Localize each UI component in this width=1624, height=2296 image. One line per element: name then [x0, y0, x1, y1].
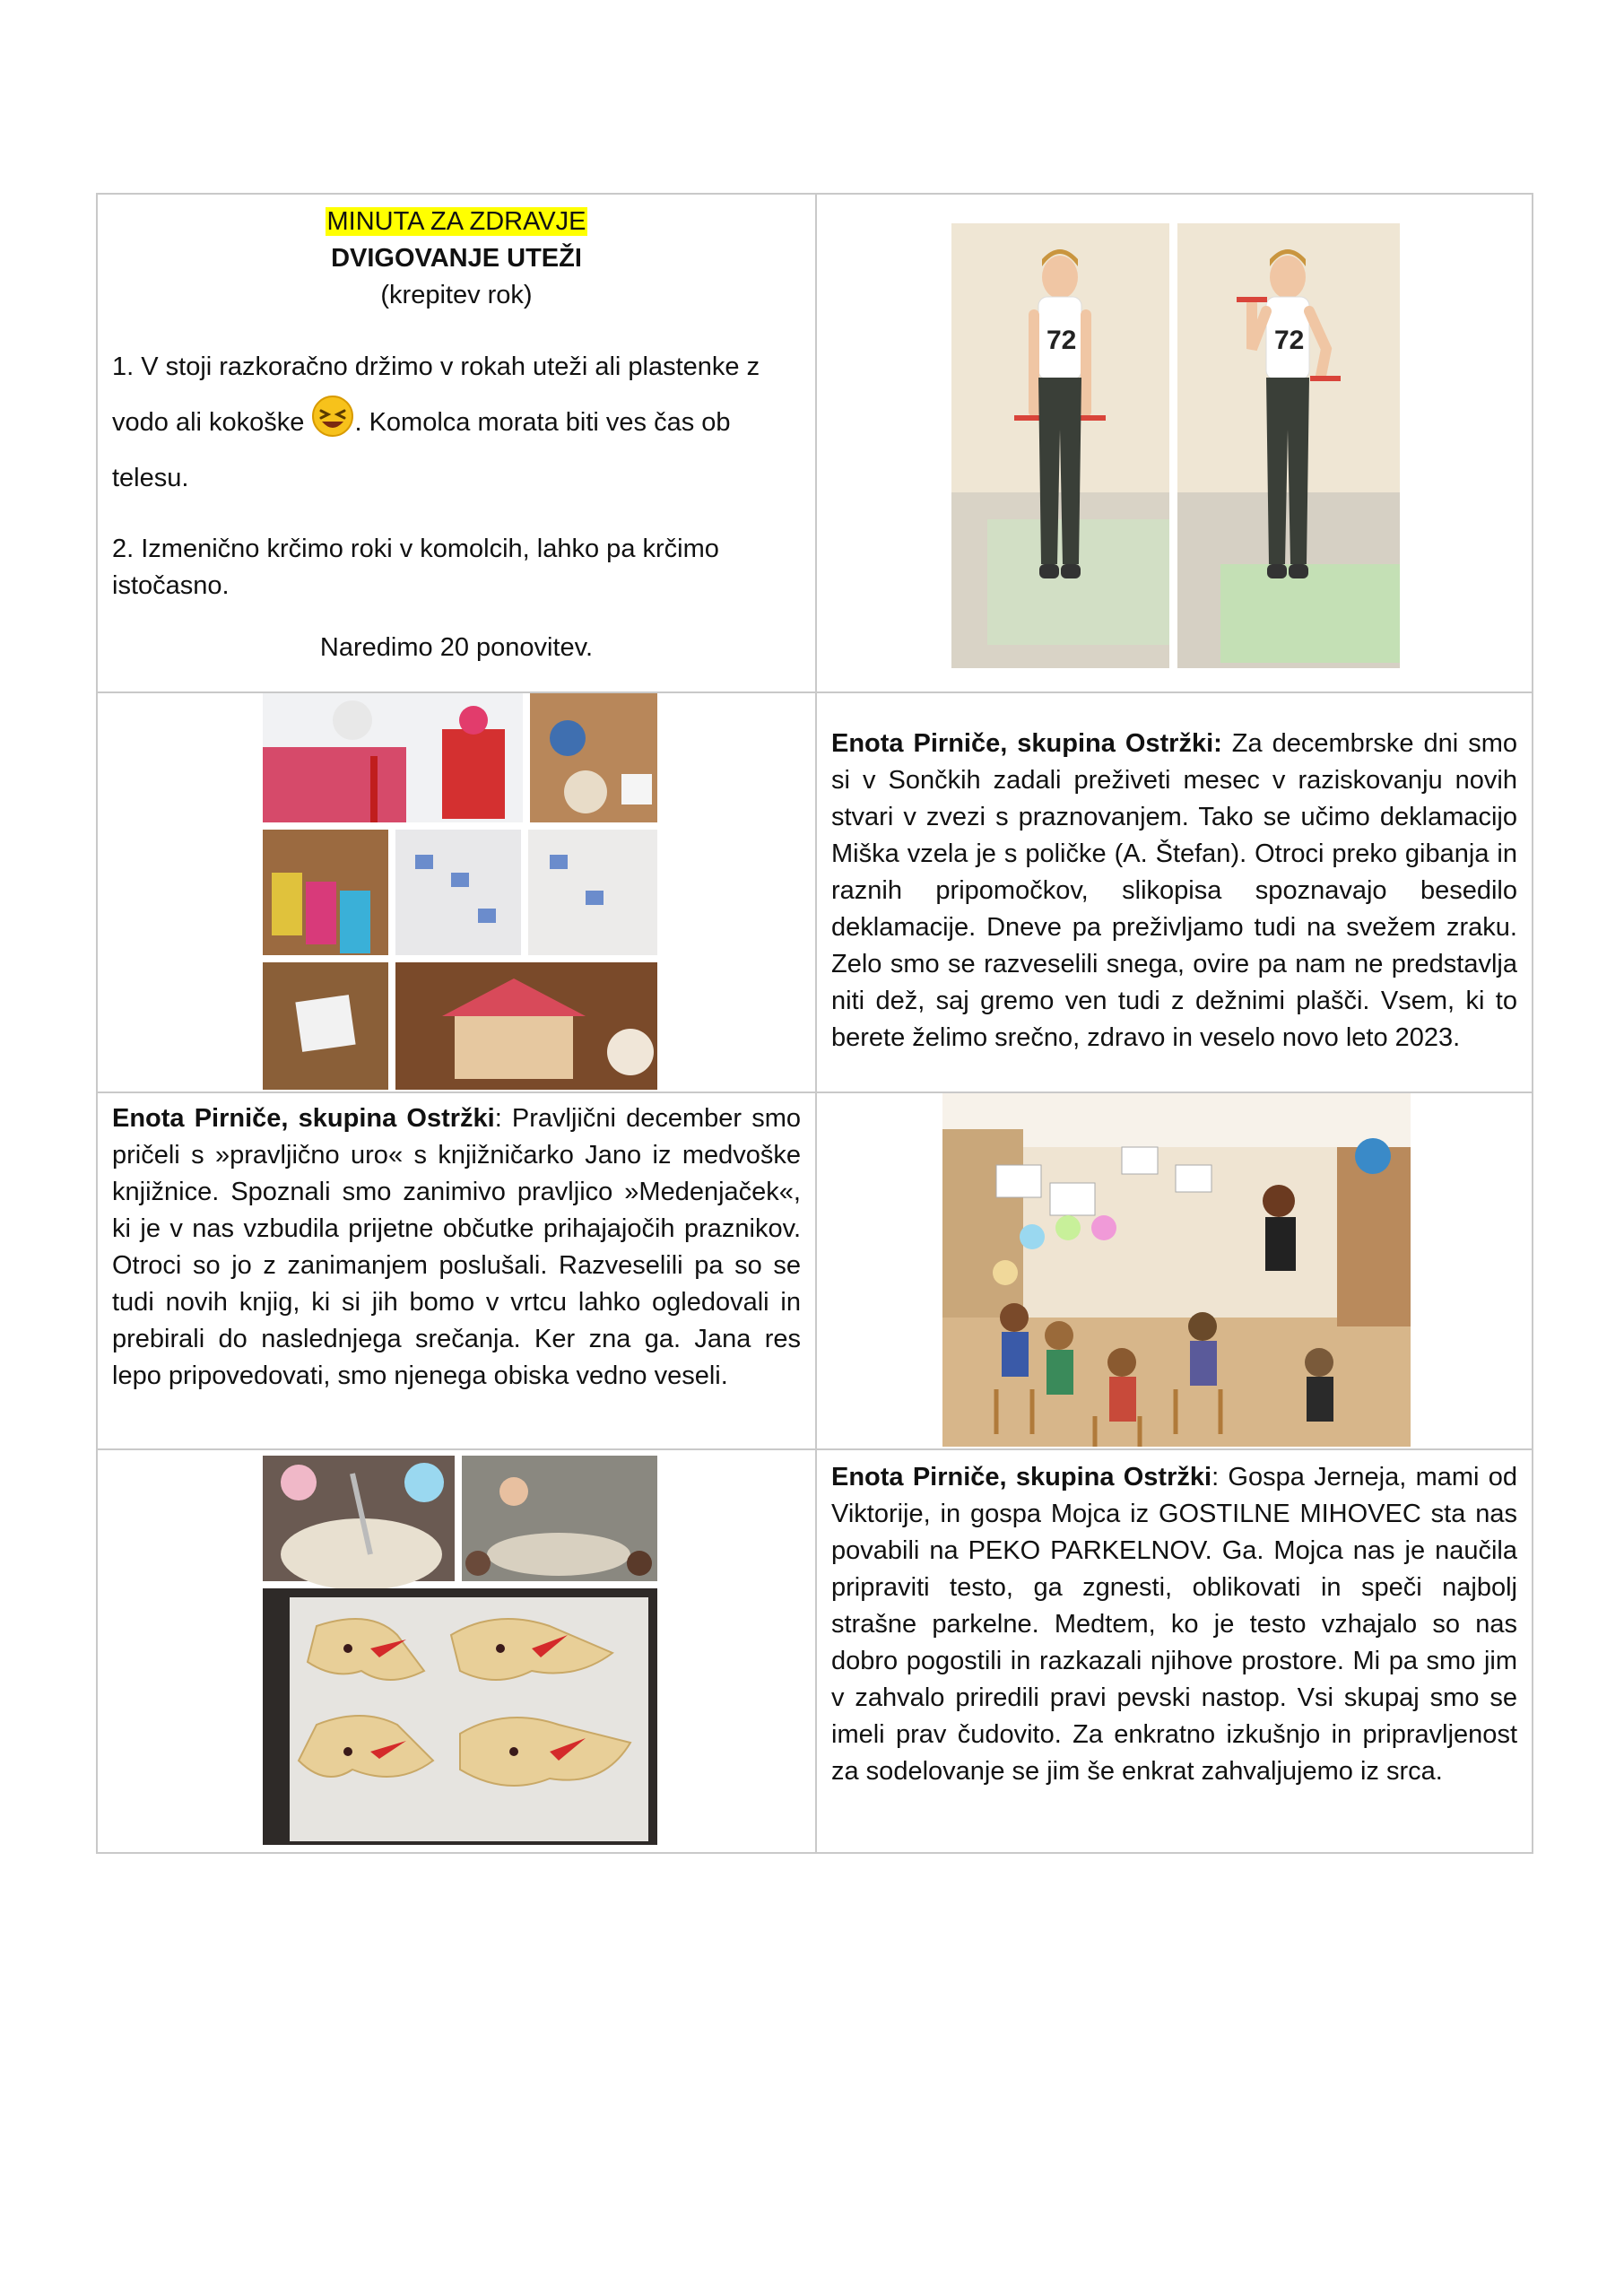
block-2-paragraph: [98, 1093, 815, 1395]
block-2-text: : Pravljični december smo pričeli s »pravljično uro« s knjižničarko Jano iz medvoške knjižnice. Spoznali smo zanimivo pravljico »Medenjaček«, ki je v nas vzbudila prijetne občutke prihajajočih praznikov. Otroci so jo z zanimanjem poslušali. Razveselili pa so se tudi novih knjig, ki si jih bomo v vrtcu lahko ogledovali in prebirali do naslednjega srečanja. Ker zna ga. Jana res lepo pripovedovati, smo njenega obiska vedno veseli.: [112, 1104, 801, 1390]
storytime-photo: [942, 1093, 1411, 1447]
text-cell-1: [816, 692, 1533, 1092]
exercise-photo-cell: [816, 194, 1533, 692]
baking-collage: [263, 1456, 657, 1845]
exercise-cell: [97, 194, 816, 692]
weightlifting-photo: [951, 223, 1400, 668]
page: [96, 193, 1533, 1854]
winter-activities-collage: [263, 693, 657, 1090]
text-cell-2: [97, 1092, 816, 1449]
content-table: [96, 193, 1533, 1854]
storytime-photo-cell: [816, 1092, 1533, 1449]
exercise-step-1: [112, 339, 801, 506]
table-row: [97, 692, 1533, 1092]
block-1-paragraph: [817, 693, 1532, 1057]
exercise-tag: MINUTA ZA ZDRAVJE: [326, 207, 586, 236]
shirt-number-right: 72: [1274, 326, 1305, 355]
exercise-tag-line: [112, 204, 801, 240]
table-row: [97, 194, 1533, 692]
table-row: [97, 1449, 1533, 1853]
block-3-heading: Enota Pirniče, skupina Ostržki: [831, 1463, 1212, 1492]
exercise-step-1-text-end: . Komolca morata biti ves čas ob telesu.: [112, 408, 731, 492]
text-cell-3: [816, 1449, 1533, 1853]
laughing-emoji-icon: [311, 395, 354, 438]
exercise-subtitle: (krepitev rok): [380, 281, 533, 309]
exercise-step-2: 2. Izmenično krčimo roki v komolcih, lahko pa krčimo istočasno.: [112, 535, 719, 600]
baking-photo-cell: [97, 1449, 816, 1853]
block-1-text: Za decembrske dni smo si v Sončkih zadali preživeti mesec v raziskovanju novih stvari v zvezi s praznovanjem. Tako se učimo deklamacijo Miška vzela je s poličke (A. Štefan). Otroci preko gibanja in raznih pripomočkov, slikopisa spoznavajo besedilo deklamacije. Dneve pa preživljamo tudi na svežem zraku. Zelo smo se razveselili snega, ovire pa nam ne predstavlja niti dež, saj gremo ven tudi z dežnimi plašči. Vsem, ki to berete želimo srečno, zdravo in veselo novo leto 2023.: [831, 729, 1517, 1052]
exercise-step-1-text: 1. V stoji razkoračno držimo v rokah uteži ali plastenke z vodo ali kokoške: [112, 352, 760, 437]
collage-cell-1: [97, 692, 816, 1092]
block-2-heading: Enota Pirniče, skupina Ostržki: [112, 1104, 495, 1133]
shirt-number-left: 72: [1046, 326, 1077, 355]
block-3-text: : Gospa Jerneja, mami od Viktorije, in gospa Mojca iz GOSTILNE MIHOVEC sta nas povabili na PEKO PARKELNOV. Ga. Mojca nas je naučila pripraviti testo, ga zgnesti, oblikovati in speči najbolj strašne parkelne. Medtem, ko je testo vzhajalo so nas dobro pogostili in razkazali njihove prostore. Mi pa smo jim v zahvalo priredili pravi pevski nastop. Vsi skupaj smo se imeli prav čudovito. Za enkratno izkušnjo in pripravljenost za sodelovanje se jim še enkrat zahvaljujemo iz srca.: [831, 1463, 1517, 1786]
exercise-repeat: Naredimo 20 ponovitev.: [319, 633, 594, 662]
table-row: [97, 1092, 1533, 1449]
block-3-paragraph: [817, 1450, 1532, 1790]
exercise-title: DVIGOVANJE UTEŽI: [331, 244, 582, 273]
block-1-heading: Enota Pirniče, skupina Ostržki:: [831, 729, 1222, 758]
